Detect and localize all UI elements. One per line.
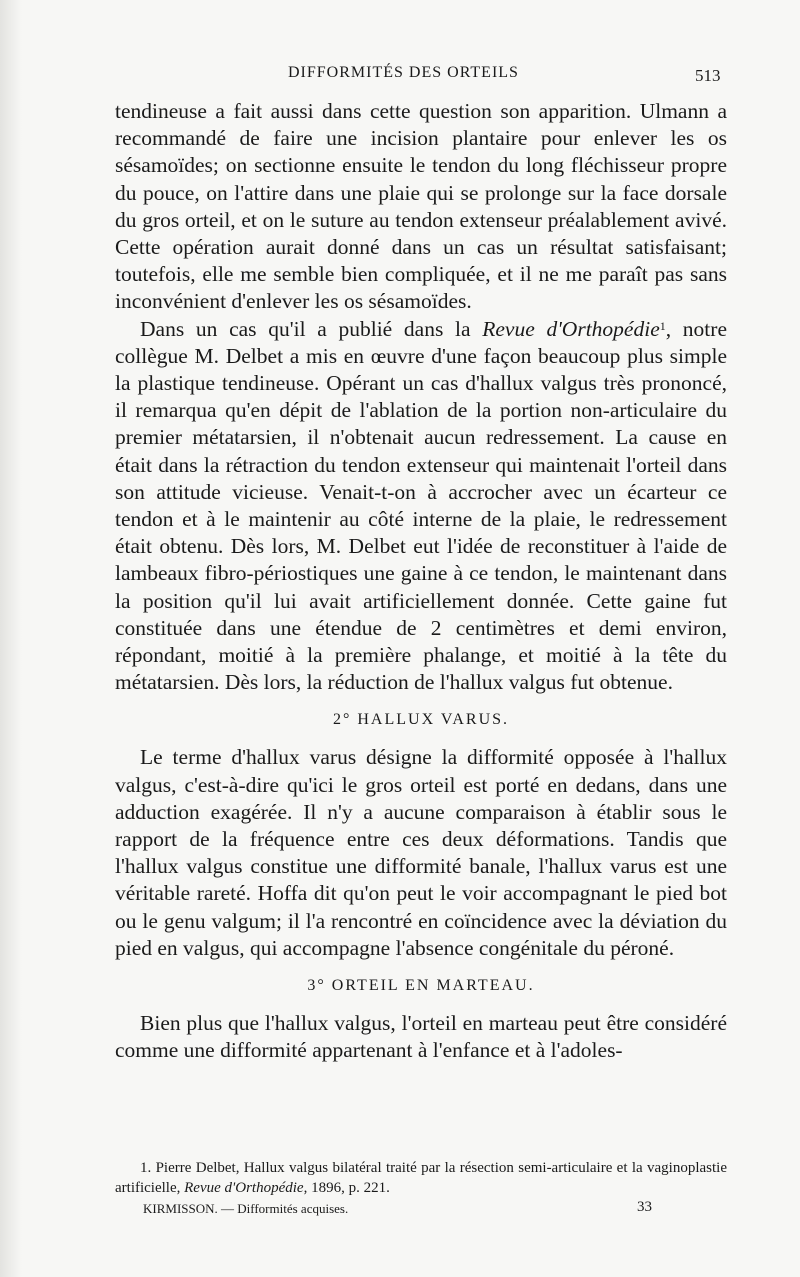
journal-title: Revue d'Orthopédie	[482, 316, 660, 341]
section-heading-hallux-varus: 2° HALLUX VARUS.	[332, 711, 510, 729]
section-heading-orteil-en-marteau: 3° ORTEIL EN MARTEAU.	[307, 977, 535, 995]
paragraph-2-end: , notre collègue M. Delbet a mis en œuvre d'une façon beaucoup plus simple la plastique tendineuse. Opérant un cas d'hallux valgus très prononcé, il remarqua qu'en dépit de l'ablation de la portion non-articulaire du premier métatarsien, il n'obtenait aucun redressement. La cause en était dans la rétraction du tendon extenseur qui maintenait l'orteil dans son attitude vicieuse. Venait-t-on à accrocher avec un écarteur ce tendon et à le maintenir au côté interne de la plaie, le redressement était obtenu. Dès lors, M. Delbet eut l'idée de reconstituer à l'aide de lambeaux fibro-périostiques une gaine à ce tendon, le maintenant dans la position qu'il lui avait artificiellement donnée. Cette gaine fut constituée dans une étendue de 2 centimètres et demi environ, répondant, moitié à la première phalange, et moitié à la tête du métatarsien. Dès lors, la réduction de l'hallux valgus fut obtenue.	[115, 316, 727, 695]
paragraph-3: Le terme d'hallux varus désigne la difformité opposée à l'hallux valgus, c'est-à-dire qu'ici le gros orteil est porté en dedans, dans une adduction exagérée. Il n'y a aucune comparaison à établir sous le rapport de la fréquence entre ces deux déformations. Tandis que l'hallux valgus constitue une difformité banale, l'hallux varus est une véritable rareté. Hoffa dit qu'on peut le voir accompagnant le pied bot ou le genu valgum; il l'a rencontré en coïncidence avec la déviation du pied en valgus, qui accompagne l'absence congénitale du péroné.	[115, 745, 727, 960]
page-edge	[0, 0, 22, 1277]
signature-line: KIRMISSON. — Difformités acquises.	[143, 1201, 349, 1216]
footnote-start: 1. Pierre Delbet, Hallux valgus bilatéral traité par la résection semi-articulaire et la vaginoplastie artificielle,	[115, 1160, 727, 1196]
footnote-text	[115, 1158, 727, 1198]
paragraph-4: Bien plus que l'hallux valgus, l'orteil en marteau peut être considéré comme une difformité appartenant à l'enfance et à l'adoles-	[115, 1011, 727, 1063]
footnote-reference: 1	[659, 318, 666, 333]
paragraph-1: tendineuse a fait aussi dans cette question son apparition. Ulmann a recommandé de faire une incision plantaire pour enlever les os sésamoïdes; on sectionne ensuite le tendon du long fléchisseur propre du pouce, on l'attire dans une plaie qui se prolonge sur la face dorsale du gros orteil, et on le suture au tendon extenseur préalablement avivé. Cette opération aurait donné dans un cas un résultat satisfaisant; toutefois, elle me semble bien compliquée, et il ne me paraît pas sans inconvénient d'enlever les os sésamoïdes.	[115, 99, 727, 314]
footnote-journal: Revue d'Orthopédie	[184, 1180, 304, 1196]
signature-number: 33	[637, 1199, 652, 1215]
footnote-end: , 1896, p. 221.	[303, 1180, 390, 1196]
page-number: 513	[695, 66, 721, 85]
paragraph-2-start: Dans un cas qu'il a publié dans la	[140, 316, 483, 341]
main-text	[115, 98, 727, 1065]
footnote	[115, 1158, 727, 1198]
running-title: DIFFORMITÉS DES ORTEILS	[288, 64, 519, 81]
paragraph-2	[115, 316, 727, 697]
